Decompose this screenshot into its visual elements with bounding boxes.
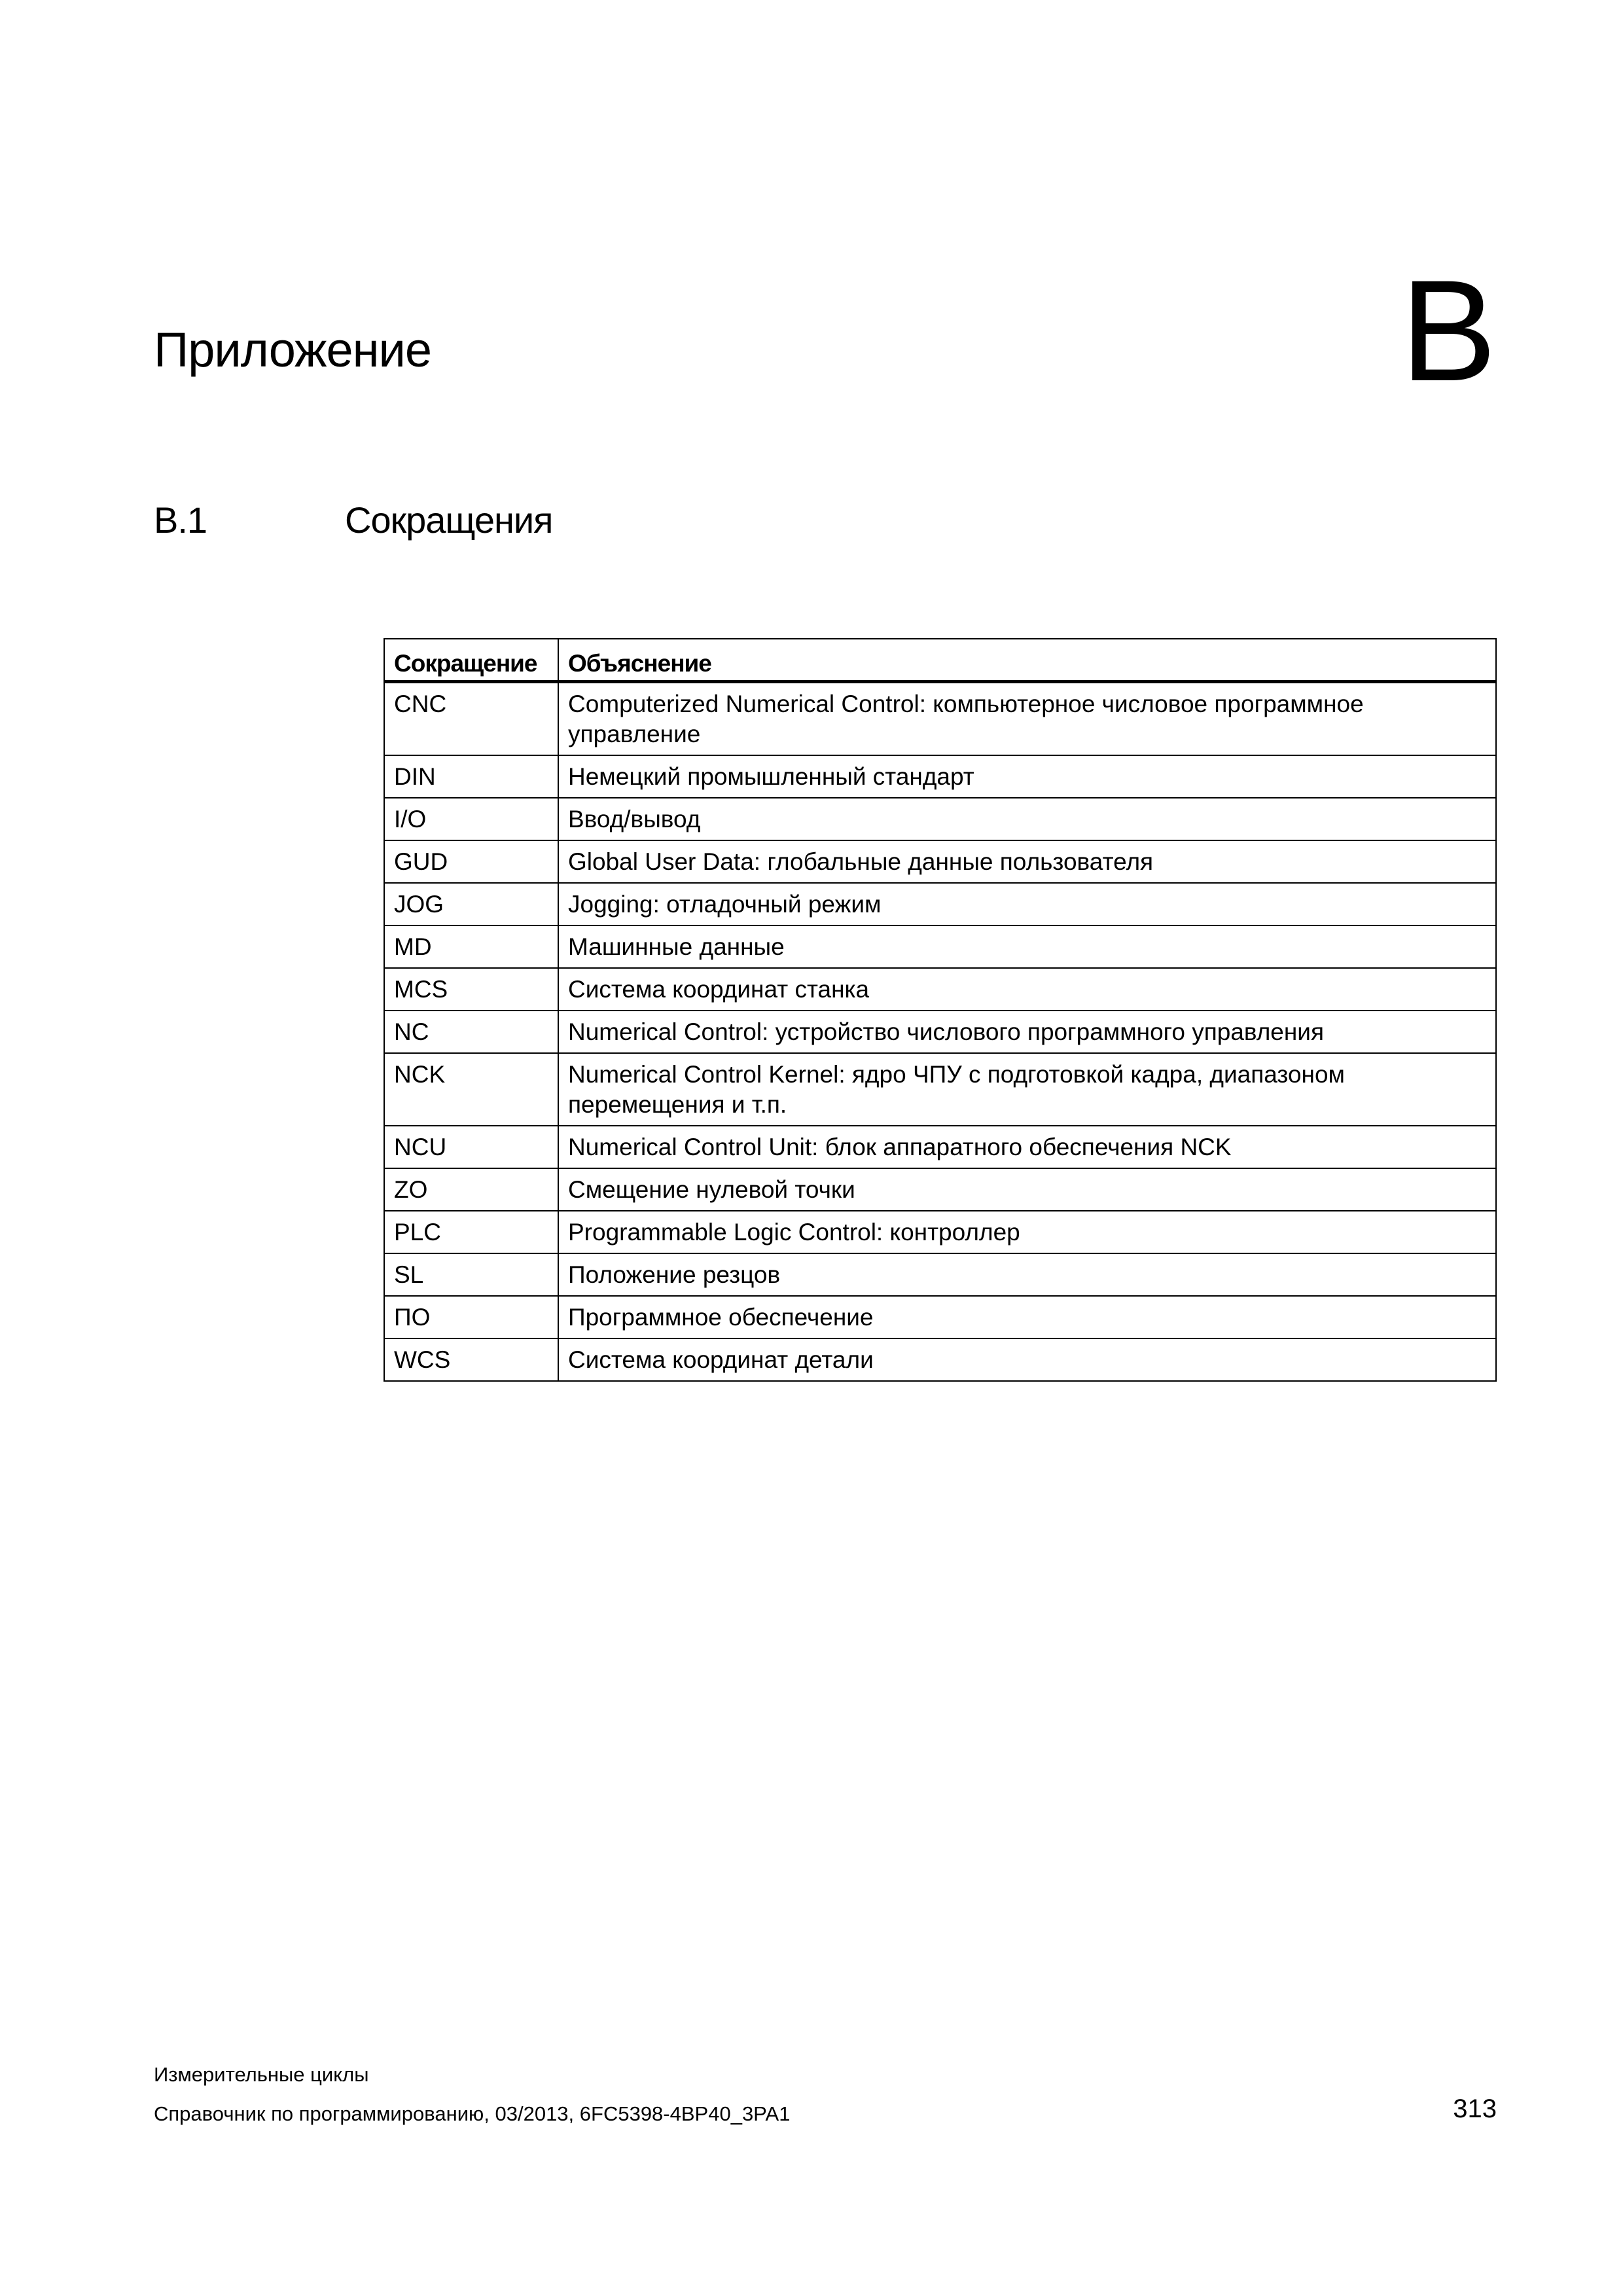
table-body: [384, 682, 1496, 1382]
footer-document-title: Измерительные циклы: [154, 2063, 369, 2086]
explanation-cell: Смещение нулевой точки: [558, 1168, 1496, 1211]
abbreviation-cell: ZO: [384, 1168, 558, 1211]
explanation-cell: Jogging: отладочный режим: [558, 883, 1496, 925]
table-row: [384, 1053, 1496, 1126]
table-row: [384, 840, 1496, 883]
abbreviation-cell: GUD: [384, 840, 558, 883]
abbreviation-cell: SL: [384, 1253, 558, 1296]
abbreviation-cell: CNC: [384, 682, 558, 756]
table-row: [384, 968, 1496, 1011]
chapter-letter: B: [1400, 250, 1497, 411]
table-row: [384, 925, 1496, 968]
explanation-cell: Немецкий промышленный стандарт: [558, 755, 1496, 798]
abbreviation-cell: PLC: [384, 1211, 558, 1253]
table-row: [384, 1296, 1496, 1338]
column-header-explanation: Объяснение: [558, 639, 1496, 682]
explanation-cell: Global User Data: глобальные данные пользователя: [558, 840, 1496, 883]
explanation-cell: Numerical Control Unit: блок аппаратного обеспечения NCK: [558, 1126, 1496, 1168]
abbreviation-cell: ПО: [384, 1296, 558, 1338]
explanation-cell: Programmable Logic Control: контроллер: [558, 1211, 1496, 1253]
section-title: Сокращения: [345, 499, 553, 541]
table-row: [384, 1011, 1496, 1053]
table-row: [384, 682, 1496, 756]
abbreviation-cell: NC: [384, 1011, 558, 1053]
table-row: [384, 1253, 1496, 1296]
abbreviation-cell: JOG: [384, 883, 558, 925]
column-header-abbreviation: Сокращение: [384, 639, 558, 682]
abbreviation-cell: MCS: [384, 968, 558, 1011]
explanation-cell: Машинные данные: [558, 925, 1496, 968]
abbreviation-cell: DIN: [384, 755, 558, 798]
table-row: [384, 1168, 1496, 1211]
explanation-cell: Программное обеспечение: [558, 1296, 1496, 1338]
explanation-cell: Numerical Control: устройство числового программного управления: [558, 1011, 1496, 1053]
explanation-cell: Numerical Control Kernel: ядро ЧПУ с подготовкой кадра, диапазоном перемещения и т.п.: [558, 1053, 1496, 1126]
table-row: [384, 1126, 1496, 1168]
explanation-cell: Система координат детали: [558, 1338, 1496, 1381]
explanation-cell: Ввод/вывод: [558, 798, 1496, 840]
page-number: 313: [1453, 2094, 1497, 2123]
abbreviation-cell: MD: [384, 925, 558, 968]
footer-document-reference: Справочник по программированию, 03/2013, 6FC5398-4BP40_3PA1: [154, 2102, 791, 2125]
explanation-cell: Computerized Numerical Control: компьютерное числовое программное управление: [558, 682, 1496, 756]
table-row: [384, 798, 1496, 840]
abbreviation-cell: NCK: [384, 1053, 558, 1126]
table-row: [384, 1338, 1496, 1381]
section-number: B.1: [154, 499, 207, 541]
explanation-cell: Система координат станка: [558, 968, 1496, 1011]
abbreviation-cell: I/O: [384, 798, 558, 840]
chapter-title: Приложение: [154, 323, 432, 377]
table-row: [384, 1211, 1496, 1253]
abbreviation-cell: WCS: [384, 1338, 558, 1381]
table-row: [384, 883, 1496, 925]
explanation-cell: Положение резцов: [558, 1253, 1496, 1296]
abbreviations-table: [383, 638, 1497, 1382]
abbreviation-cell: NCU: [384, 1126, 558, 1168]
table-row: [384, 755, 1496, 798]
table-header-row: [384, 639, 1496, 682]
